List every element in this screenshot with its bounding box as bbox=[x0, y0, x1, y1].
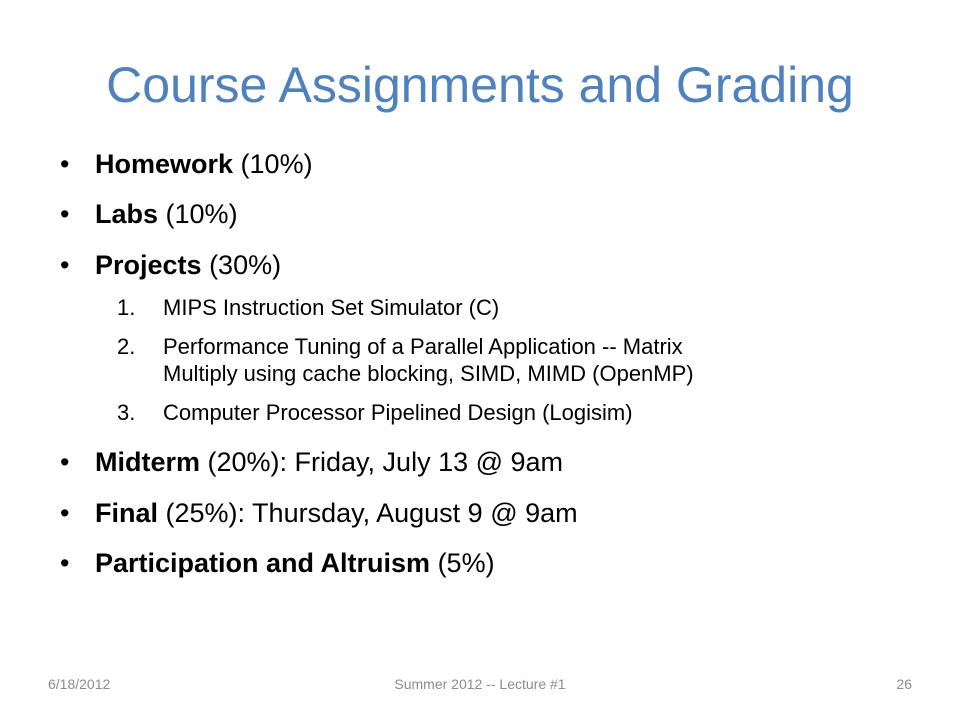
bullet-label: Final bbox=[95, 497, 159, 528]
bullet-detail: (20%): Friday, July 13 @ 9am bbox=[200, 447, 564, 478]
project-number: 2. bbox=[117, 334, 136, 359]
bullet-detail: (5%) bbox=[430, 548, 495, 579]
bullet-label: Participation and Altruism bbox=[95, 548, 431, 579]
footer-date: 6/18/2012 bbox=[48, 676, 111, 692]
bullet-participation bbox=[60, 547, 920, 579]
project-item-2 bbox=[60, 334, 920, 388]
project-text: Computer Processor Pipelined Design (Logisim) bbox=[163, 399, 633, 425]
project-number: 3. bbox=[117, 399, 136, 425]
bullet-detail: (30%) bbox=[201, 249, 282, 280]
project-text: MIPS Instruction Set Simulator (C) bbox=[163, 295, 500, 321]
projects-list bbox=[60, 295, 920, 426]
project-text: Multiply using cache blocking, SIMD, MIMD (OpenMP) bbox=[163, 360, 694, 386]
slide-content bbox=[60, 148, 920, 598]
bullet-marker: • bbox=[60, 548, 70, 579]
bullet-homework bbox=[60, 148, 920, 180]
bullet-marker: • bbox=[60, 149, 70, 179]
bullet-marker: • bbox=[60, 199, 70, 230]
bullet-label: Labs bbox=[95, 199, 159, 230]
project-item-3 bbox=[60, 400, 920, 427]
project-item-1 bbox=[60, 295, 920, 322]
bullet-midterm bbox=[60, 446, 920, 478]
project-text: Performance Tuning of a Parallel Application -- Matrix bbox=[163, 334, 683, 359]
bullet-projects bbox=[60, 249, 920, 281]
bullet-marker: • bbox=[60, 497, 70, 528]
slide-title: Course Assignments and Grading bbox=[106, 57, 854, 113]
bullet-marker: • bbox=[60, 447, 70, 478]
bullet-detail: (25%): Thursday, August 9 @ 9am bbox=[158, 497, 578, 528]
footer-lecture: Summer 2012 -- Lecture #1 bbox=[394, 676, 566, 692]
bullet-label: Projects bbox=[95, 249, 202, 280]
bullet-final bbox=[60, 497, 920, 529]
bullet-label: Midterm bbox=[95, 447, 201, 478]
bullet-detail: (10%) bbox=[158, 199, 238, 230]
bullet-label: Homework bbox=[95, 149, 234, 179]
project-number: 1. bbox=[117, 295, 136, 321]
footer-page-number: 26 bbox=[896, 676, 912, 692]
bullet-labs bbox=[60, 198, 920, 230]
bullet-marker: • bbox=[60, 249, 70, 280]
bullet-detail: (10%) bbox=[233, 149, 313, 179]
